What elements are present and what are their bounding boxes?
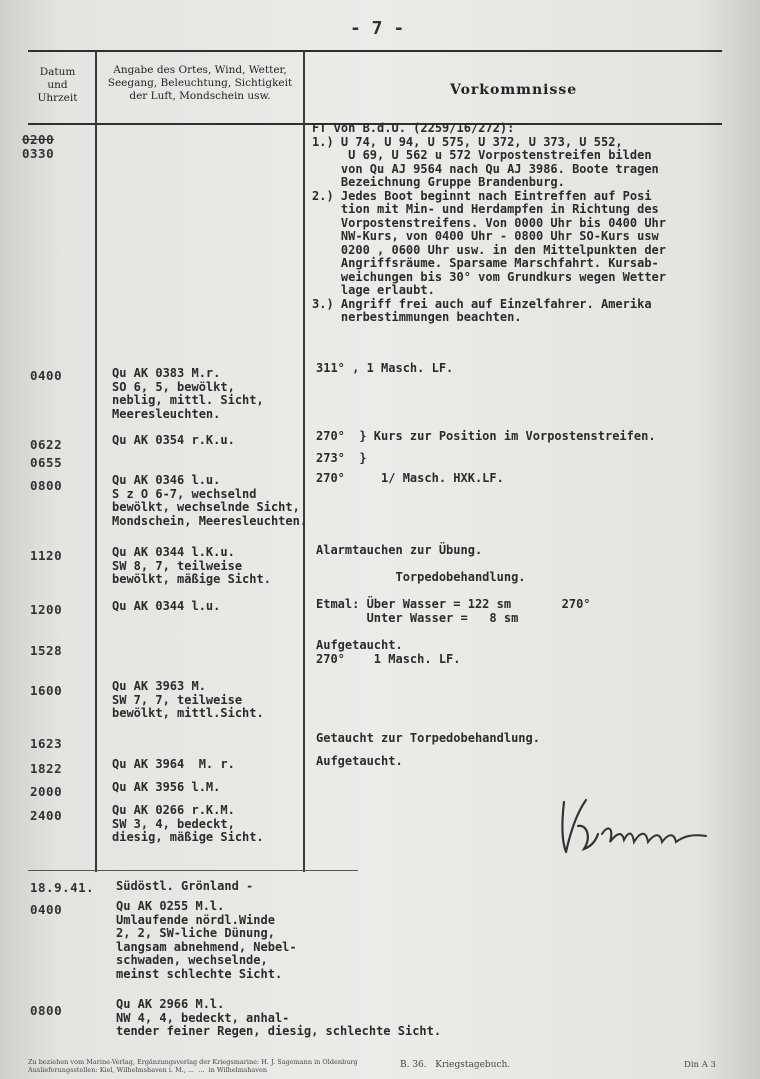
table-top-border: [28, 50, 722, 52]
entry-position: Qu AK 0344 l.u.: [112, 599, 221, 613]
entry-position: Qu AK 0354 r.K.u.: [112, 433, 235, 447]
entry-event: Getaucht zur Torpedobehandlung.: [316, 731, 540, 745]
entry-time: 1528: [30, 643, 63, 658]
entry-event: Aufgetaucht.: [316, 754, 403, 768]
entry-time: 2400: [30, 808, 63, 823]
entry-time: 0655: [30, 455, 63, 470]
footer-form-title: B. 36. Kriegstagebuch.: [400, 1060, 511, 1070]
entry-position: Qu AK 3956 l.M.: [112, 780, 221, 794]
header-events: Vorkommnisse: [450, 82, 578, 98]
entry-event: FT von B.d.U. (2259/16/272): 1.) U 74, U 94, U 575, U 372, U 373, U 552, U 69, U 562 u 572 Vorpostenstreifen bilden von Qu AJ 9564 nach Qu AJ 3986. Boote tragen Bezeichnung Gruppe Brandenburg. 2.) Jedes Boot beginnt nach Eintreffen auf Posi tion mit Min- und Herdampfen in Richtung des Vorpostenstreifens. Von 0000 Uhr bis 0400 Uhr NW-Kurs, von 0400 Uhr - 0800 Uhr SO-Kurs usw 0200 , 0600 Uhr usw. in den Mittelpunkten der Angriffsräume. Sparsame Marschfahrt. Kursab- weichungen bis 30° vom Grundkurs wegen Wetter lage erlaubt. 3.) Angriff frei auch auf Einzelfahrer. Amerika nerbestimmungen beachten.: [312, 121, 667, 324]
entry-time: 2000: [30, 784, 63, 799]
entry-position: Qu AK 0346 l.u. S z O 6-7, wechselnd bewölkt, wechselnde Sicht, Mondschein, Meeresleuchten.: [112, 473, 308, 528]
footer-publisher: Zu beziehen vom Marine-Verlag, Ergänzungsverlag der Kriegsmarine: H. J. Sagemann in Oldenburg Auslieferungsstellen: Kiel, Wilhelmshaven i. M., ... ... in Wilhelmshaven: [28, 1058, 358, 1074]
column-divider-1: [95, 50, 97, 872]
entry-position: Qu AK 0266 r.K.M. SW 3, 4, bedeckt, diesig, mäßige Sicht.: [112, 803, 264, 844]
entry-event: 270° 1/ Masch. HXK.LF.: [316, 471, 504, 485]
entry-time: 1120: [30, 548, 63, 563]
date-separator-line: [28, 870, 358, 871]
entry-position: Qu AK 3963 M. SW 7, 7, teilweise bewölkt, mittl.Sicht.: [112, 679, 264, 720]
entry-time: 0330: [22, 146, 55, 161]
entry-position: Südöstl. Grönland -: [116, 879, 254, 893]
entry-time: 1623: [30, 736, 63, 751]
entry-event: Alarmtauchen zur Übung. Torpedobehandlung.: [316, 543, 526, 584]
entry-time: 1822: [30, 761, 63, 776]
entry-position: Qu AK 3964 M. r.: [112, 757, 235, 771]
header-location-weather: Angabe des Ortes, Wind, Wetter, Seegang, Beleuchtung, Sichtigkeit der Luft, Mondschein usw.: [107, 64, 293, 102]
entry-event: 273° }: [316, 451, 367, 465]
entry-event: 270° } Kurs zur Position im Vorpostenstreifen.: [316, 429, 656, 443]
entry-time: 0622: [30, 437, 63, 452]
entry-time: 0800: [30, 478, 63, 493]
entry-time: 1200: [30, 602, 63, 617]
entry-time: 0400: [30, 902, 63, 917]
handwritten-signature-icon: [556, 794, 721, 864]
header-date-time: Datum und Uhrzeit: [37, 66, 78, 104]
column-divider-2: [303, 50, 305, 872]
entry-position: Qu AK 2966 M.l. NW 4, 4, bedeckt, anhal- tender feiner Regen, diesig, schlechte Sicht.: [116, 997, 442, 1038]
entry-time: 0400: [30, 368, 63, 383]
footer-paper-size: Din A 3: [684, 1060, 716, 1070]
time-struck: 0200: [22, 132, 55, 147]
entry-event: 311° , 1 Masch. LF.: [316, 361, 454, 375]
entry-time: 0800: [30, 1003, 63, 1018]
entry-event: Etmal: Über Wasser = 122 sm 270° Unter Wasser = 8 sm: [316, 597, 591, 625]
page-number: - 7 -: [350, 18, 405, 39]
entry-position: Qu AK 0255 M.l. Umlaufende nördl.Winde 2, 2, SW-liche Dünung, langsam abnehmend, Nebel- schwaden, wechselnde, meinst schlechte Sicht.: [116, 899, 297, 981]
entry-position: Qu AK 0344 l.K.u. SW 8, 7, teilweise bewölkt, mäßige Sicht.: [112, 545, 271, 586]
entry-time: 1600: [30, 683, 63, 698]
entry-position: Qu AK 0383 M.r. SO 6, 5, bewölkt, neblig, mittl. Sicht, Meeresleuchten.: [112, 366, 264, 421]
entry-date: 18.9.41.: [30, 880, 95, 895]
entry-event: Aufgetaucht. 270° 1 Masch. LF.: [316, 638, 461, 666]
